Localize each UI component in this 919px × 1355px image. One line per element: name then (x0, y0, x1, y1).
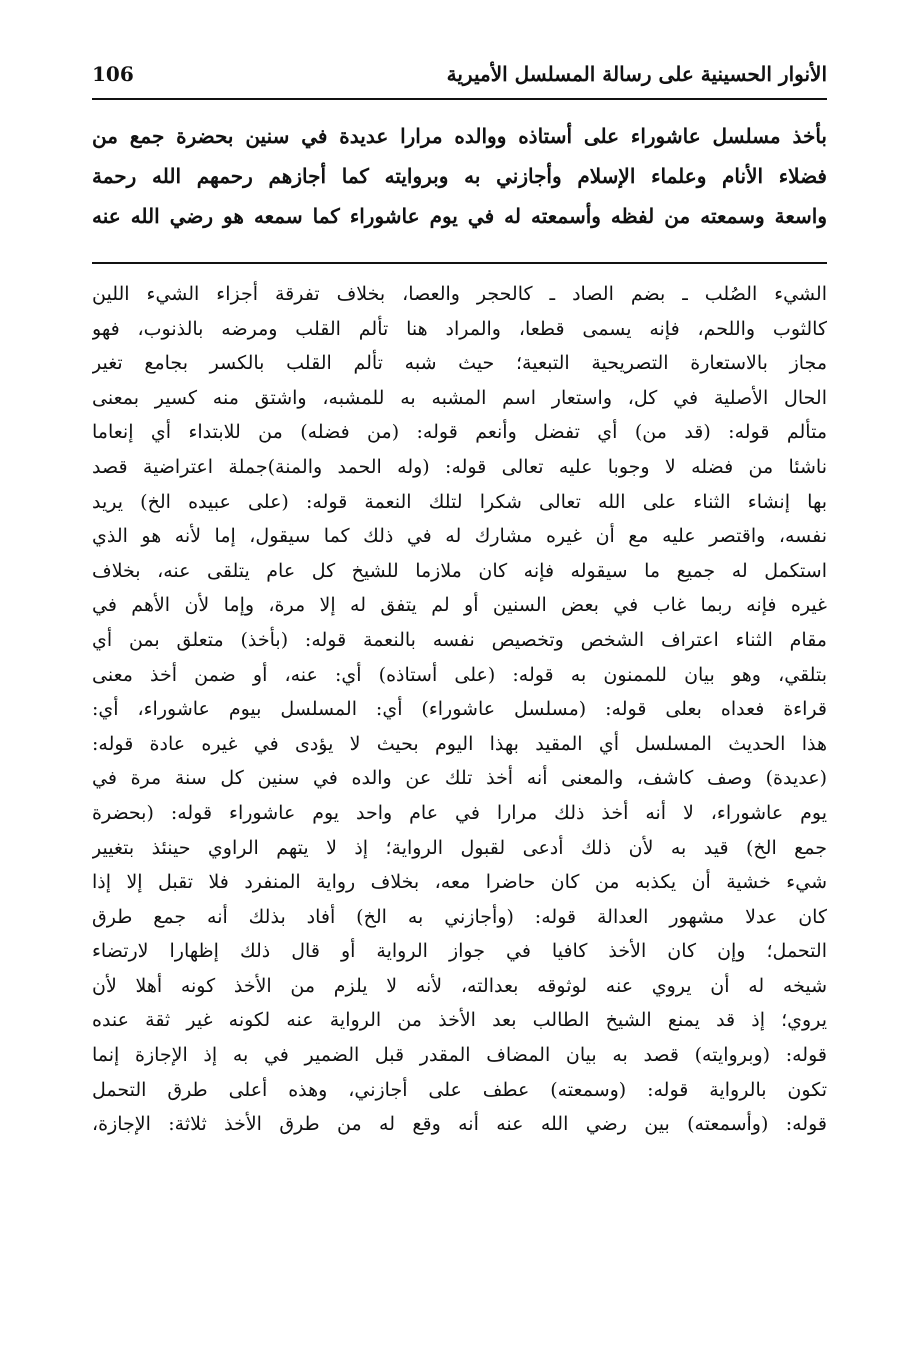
commentary-line: شيخه له أن يروي عنه لوثوقه بعدالته، لأنه لا يلزم من الأخذ كونه أهلا لأن (92, 974, 827, 997)
commentary-line: بتلقي، وهو بيان للممنون به قوله: (على أستاذه) أي: عنه، أو ضمن أخذ معنى (92, 663, 827, 686)
commentary-line: الحال الأصلية في كل، واستعار اسم المشبه به للمشبه، واشتق منه كسير بمعنى (92, 386, 827, 409)
matn-line: بأخذ مسلسل عاشوراء على أستاذه ووالده مرارا عديدة في سنين بحضرة جمع من (92, 124, 827, 148)
commentary-line: شيء خشية أن يكذبه من كان حاضرا معه، بخلاف رواية المنفرد فلا تقبل إلا إذا (92, 871, 827, 894)
commentary-line: مقام الثناء اعتراف الشخص وتخصيص نفسه بالنعمة قوله: (بأخذ) متعلق بمن أي (92, 628, 827, 651)
commentary-line: قوله: (وأسمعته) بين رضي الله عنه أنه وقع له من طرق الأخذ ثلاثة: الإجازة، (92, 1113, 827, 1136)
commentary-line: قراءة فعداه بعلى قوله: (مسلسل عاشوراء) أي: المسلسل بيوم عاشوراء، أي: (92, 698, 827, 721)
matn-line: واسعة وسمعته من لفظه وأسمعته له في يوم عاشوراء كما سمعه هو رضي الله عنه (92, 204, 827, 228)
commentary-line: غيره فإنه ربما غاب في بعض السنين أو لم يتفق له إلا مرة، وإما لأن الأهم في (92, 594, 827, 617)
commentary-line: يوم عاشوراء، لا أنه أخذ ذلك مرارا في عام واحد يوم عاشوراء قوله: (بحضرة (92, 801, 827, 824)
commentary-line: جمع الخ) قيد به لأن ذلك أدعى لقبول الرواية؛ إذ لا يتهم الراوي حينئذ بتغيير (92, 836, 827, 859)
commentary-line: متألم قوله: (قد من) أي تفضل وأنعم قوله: (من فضله) من للابتداء أي إنعاما (92, 421, 827, 444)
matn-text-block (92, 116, 827, 236)
commentary-line: (عديدة) وصف كاشف، والمعنى أنه أخذ تلك عن والده في سنين كل سنة مرة في (92, 767, 827, 790)
commentary-line: نفسه، واقتصر عليه مع أن غيره مشارك له في ذلك كما سيقول، إما لأنه هو الذي (92, 525, 827, 548)
section-divider (92, 262, 827, 264)
matn-line: فضلاء الأنام وعلماء الإسلام وأجازني به وبروايته كما أجازهم رحمهم الله رحمة (92, 164, 827, 188)
commentary-line: كان عدلا مشهور العدالة قوله: (وأجازني به الخ) أفاد بذلك أنه جمع طرق (92, 905, 827, 928)
commentary-line: هذا الحديث المسلسل أي المقيد بهذا اليوم بحيث لا يؤدى في غيره عادة قوله: (92, 732, 827, 755)
commentary-line: قوله: (وبروايته) قصد به بيان المضاف المقدر قبل الضمير في به إذ الإجازة إنما (92, 1044, 827, 1067)
commentary-line: ناشئا من فضله لا وجوبا عليه تعالى قوله: (وله الحمد والمنة)جملة اعتراضية قصد (92, 455, 827, 478)
page-number: 106 (92, 62, 134, 86)
running-title: الأنوار الحسينية على رسالة المسلسل الأميرية (446, 62, 827, 86)
running-header (92, 58, 827, 100)
commentary-line: الشيء الصُلب ـ بضم الصاد ـ كالحجر والعصا، بخلاف تفرقة أجزاء الشيء اللين (92, 283, 827, 305)
commentary-line: بها إنشاء الثناء على الله تعالى شكرا لتلك النعمة قوله: (على عبيده الخ) يريد (92, 490, 827, 513)
commentary-line: كالثوب واللحم، فإنه يسمى قطعا، والمراد هنا تألم القلب ومرضه بالذنوب، فهو (92, 317, 827, 340)
commentary-line: التحمل؛ وإن كان الأخذ كافيا في جواز الرواية أو قال ذلك إظهارا لارتضاء (92, 940, 827, 963)
commentary-line: مجاز بالاستعارة التصريحية التبعية؛ حيث شبه تألم القلب بالكسر بجامع تغير (92, 352, 827, 375)
commentary-text-block (92, 277, 827, 1142)
commentary-line: تكون بالرواية قوله: (وسمعته) عطف على أجازني، وهذه أعلى طرق التحمل (92, 1078, 827, 1101)
commentary-line: يروي؛ إذ قد يمنع الشيخ الطالب بعد الأخذ من الرواية عنه لكونه غير ثقة عنده (92, 1009, 827, 1032)
commentary-line: استكمل له جميع ما سيقوله فإنه كان ملازما للشيخ كل عام يتلقى عنه، بخلاف (92, 559, 827, 582)
